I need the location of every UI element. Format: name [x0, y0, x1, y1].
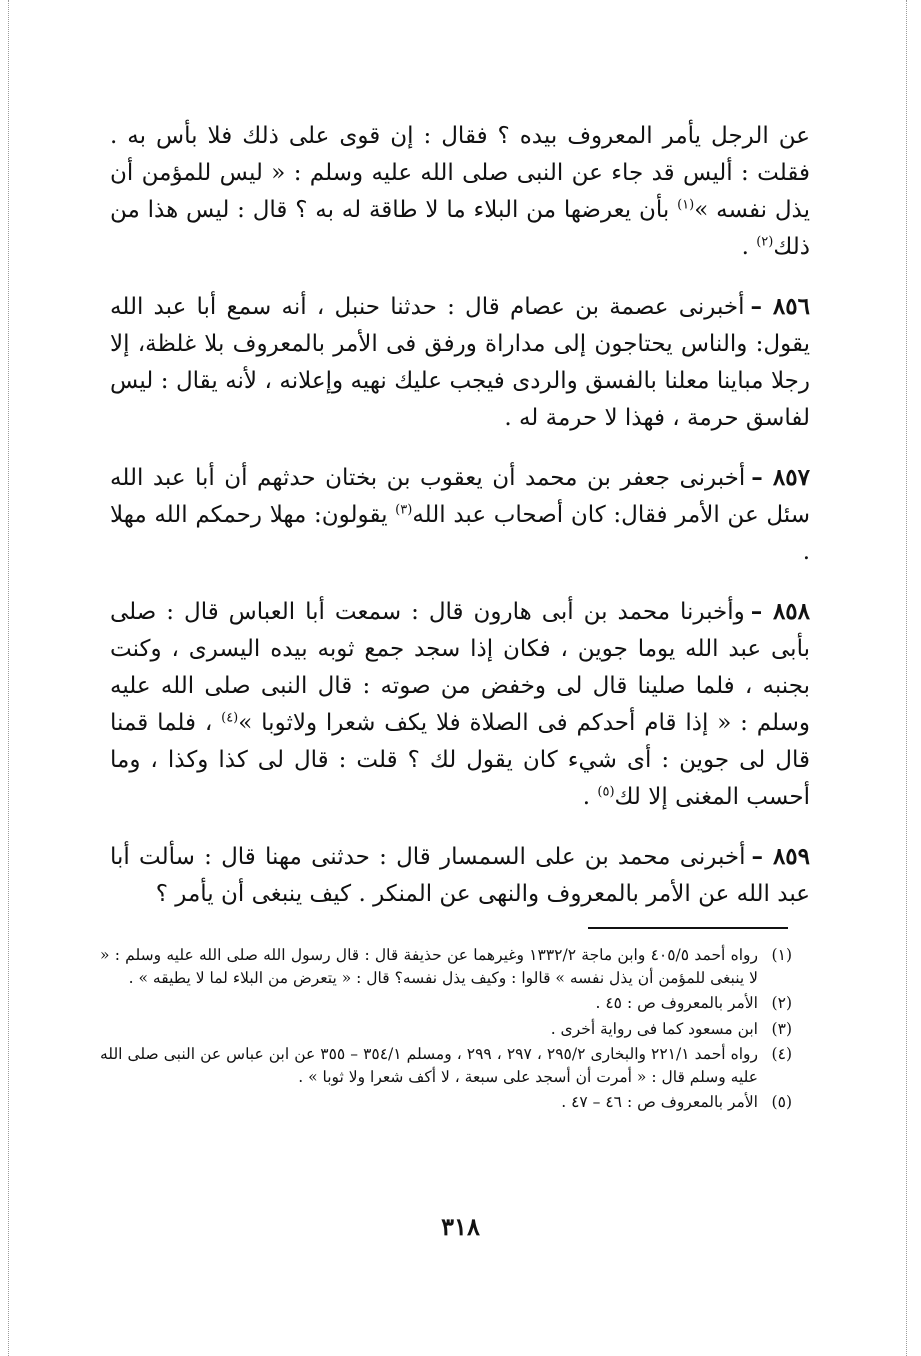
footnote-text: الأمر بالمعروف ص : ٤٥ .	[595, 994, 758, 1012]
footnote-separator	[588, 927, 788, 929]
footnote-ref: (١)	[677, 197, 695, 213]
scan-edge-right	[906, 0, 907, 1356]
text-run: وأخبرنا محمد بن أبى هارون قال : سمعت أبا العباس قال : صلى بأبى عبد الله يوما جوين ، فكان إذا سجد جمع ثوبه بيده اليسرى ، وكنت بجنبه ، فلما صلينا قال لى وخفض من صوته : قال النبى صلى الله عليه وسلم : « إذا قام أحدكم فى الصلاة فلا يكف شعرا ولاثوبا »	[110, 599, 811, 736]
text-run: أخبرنى محمد بن على السمسار قال : حدثنى مهنا قال : سألت أبا عبد الله عن الأمر بالمعروف والنهى عن المنكر . كيف ينبغى أن يأمر ؟	[110, 844, 810, 907]
footnote	[100, 1091, 792, 1114]
footnote-ref: (٤)	[221, 710, 239, 726]
text-run: ، فلما قمنا قال لى جوين : أى شيء كان يقول لك ؟ قلت : قال لى كذا وكذا ، وما أحسب المغنى إلا لك	[110, 710, 810, 810]
footnote-text: رواه أحمد ٢٢١/١ والبخارى ٢٩٥/٢ ، ٢٩٧ ، ٢٩٩ ، ومسلم ٣٥٤/١ – ٣٥٥ عن ابن عباس عن النبى صلى الله عليه وسلم قال : « أمرت أن أسجد على سبعة ، لا أكف شعرا ولا ثوبا » .	[100, 1045, 759, 1086]
footnote	[100, 1043, 792, 1088]
footnote-ref: (٢)	[756, 234, 774, 250]
footnote	[100, 944, 792, 989]
paragraph-number: ٨٥٩ –	[751, 843, 810, 870]
footnote-label: (١)	[771, 946, 792, 964]
paragraph	[110, 459, 810, 571]
paragraph	[110, 593, 810, 816]
text-run: عن الرجل يأمر المعروف بيده ؟ فقال : إن قوى على ذلك فلا بأس به . فقلت : أليس قد جاء عن النبى صلى الله عليه وسلم : « ليس للمؤمن أن يذل نفسه »	[110, 123, 811, 223]
paragraph-number: ٨٥٧ –	[751, 464, 810, 491]
footnotes	[100, 944, 792, 1117]
footnote-label: (٣)	[771, 1019, 792, 1038]
scan-edge-left	[8, 0, 9, 1356]
text-run: أخبرنى جعفر بن محمد أن يعقوب بن بختان حدثهم أن أبا عبد الله سئل عن الأمر فقال: كان أصحاب عبد الله	[110, 465, 810, 528]
footnote	[100, 992, 792, 1015]
text-run: بأن يعرضها من البلاء ما لا طاقة له به ؟ قال : ليس هذا من ذلك	[110, 197, 810, 260]
footnote-label: (٢)	[771, 994, 792, 1012]
text-run: أخبرنى عصمة بن عصام قال : حدثنا حنبل ، أنه سمع أبا عبد الله يقول: والناس يحتاجون إلى مداراة ورفق فى الأمر بالمعروف بلا غلظة، إلا رجلا مباينا معلنا بالفسق والردى فيجب عليك نهيه وإعلانه ، لأنه يقال : ليس لفاسق حرمة ، فهذا لا حرمة له .	[110, 294, 811, 431]
paragraph	[110, 838, 810, 913]
text-run: .	[741, 234, 757, 260]
page-number: ٣١٨	[441, 1212, 480, 1241]
paragraph-number: ٨٥٨ –	[750, 598, 810, 625]
main-text	[110, 118, 810, 935]
paragraph	[110, 118, 810, 266]
text-run: يقولون: مهلا رحمكم الله مهلا .	[110, 502, 810, 565]
footnote-label: (٤)	[771, 1045, 792, 1063]
footnote	[100, 1018, 792, 1041]
text-run: .	[582, 784, 598, 810]
footnote-text: ابن مسعود كما فى رواية أخرى .	[550, 1019, 758, 1038]
paragraph	[110, 288, 810, 437]
footnote-text: الأمر بالمعروف ص : ٤٦ – ٤٧ .	[561, 1093, 758, 1111]
footnote-label: (٥)	[771, 1093, 792, 1111]
footnote-ref: (٣)	[395, 502, 413, 518]
paragraph-number: ٨٥٦ –	[750, 293, 810, 320]
footnote-text: رواه أحمد ٤٠٥/٥ وابن ماجة ١٣٣٢/٢ وغيرهما عن حذيفة قال : قال رسول الله صلى الله عليه وسلم : « لا ينبغى للمؤمن أن يذل نفسه » قالوا : وكيف يذل نفسه؟ قال : « يتعرض من البلاء لما لا يطيقه » .	[100, 946, 758, 987]
footnote-ref: (٥)	[597, 784, 615, 800]
